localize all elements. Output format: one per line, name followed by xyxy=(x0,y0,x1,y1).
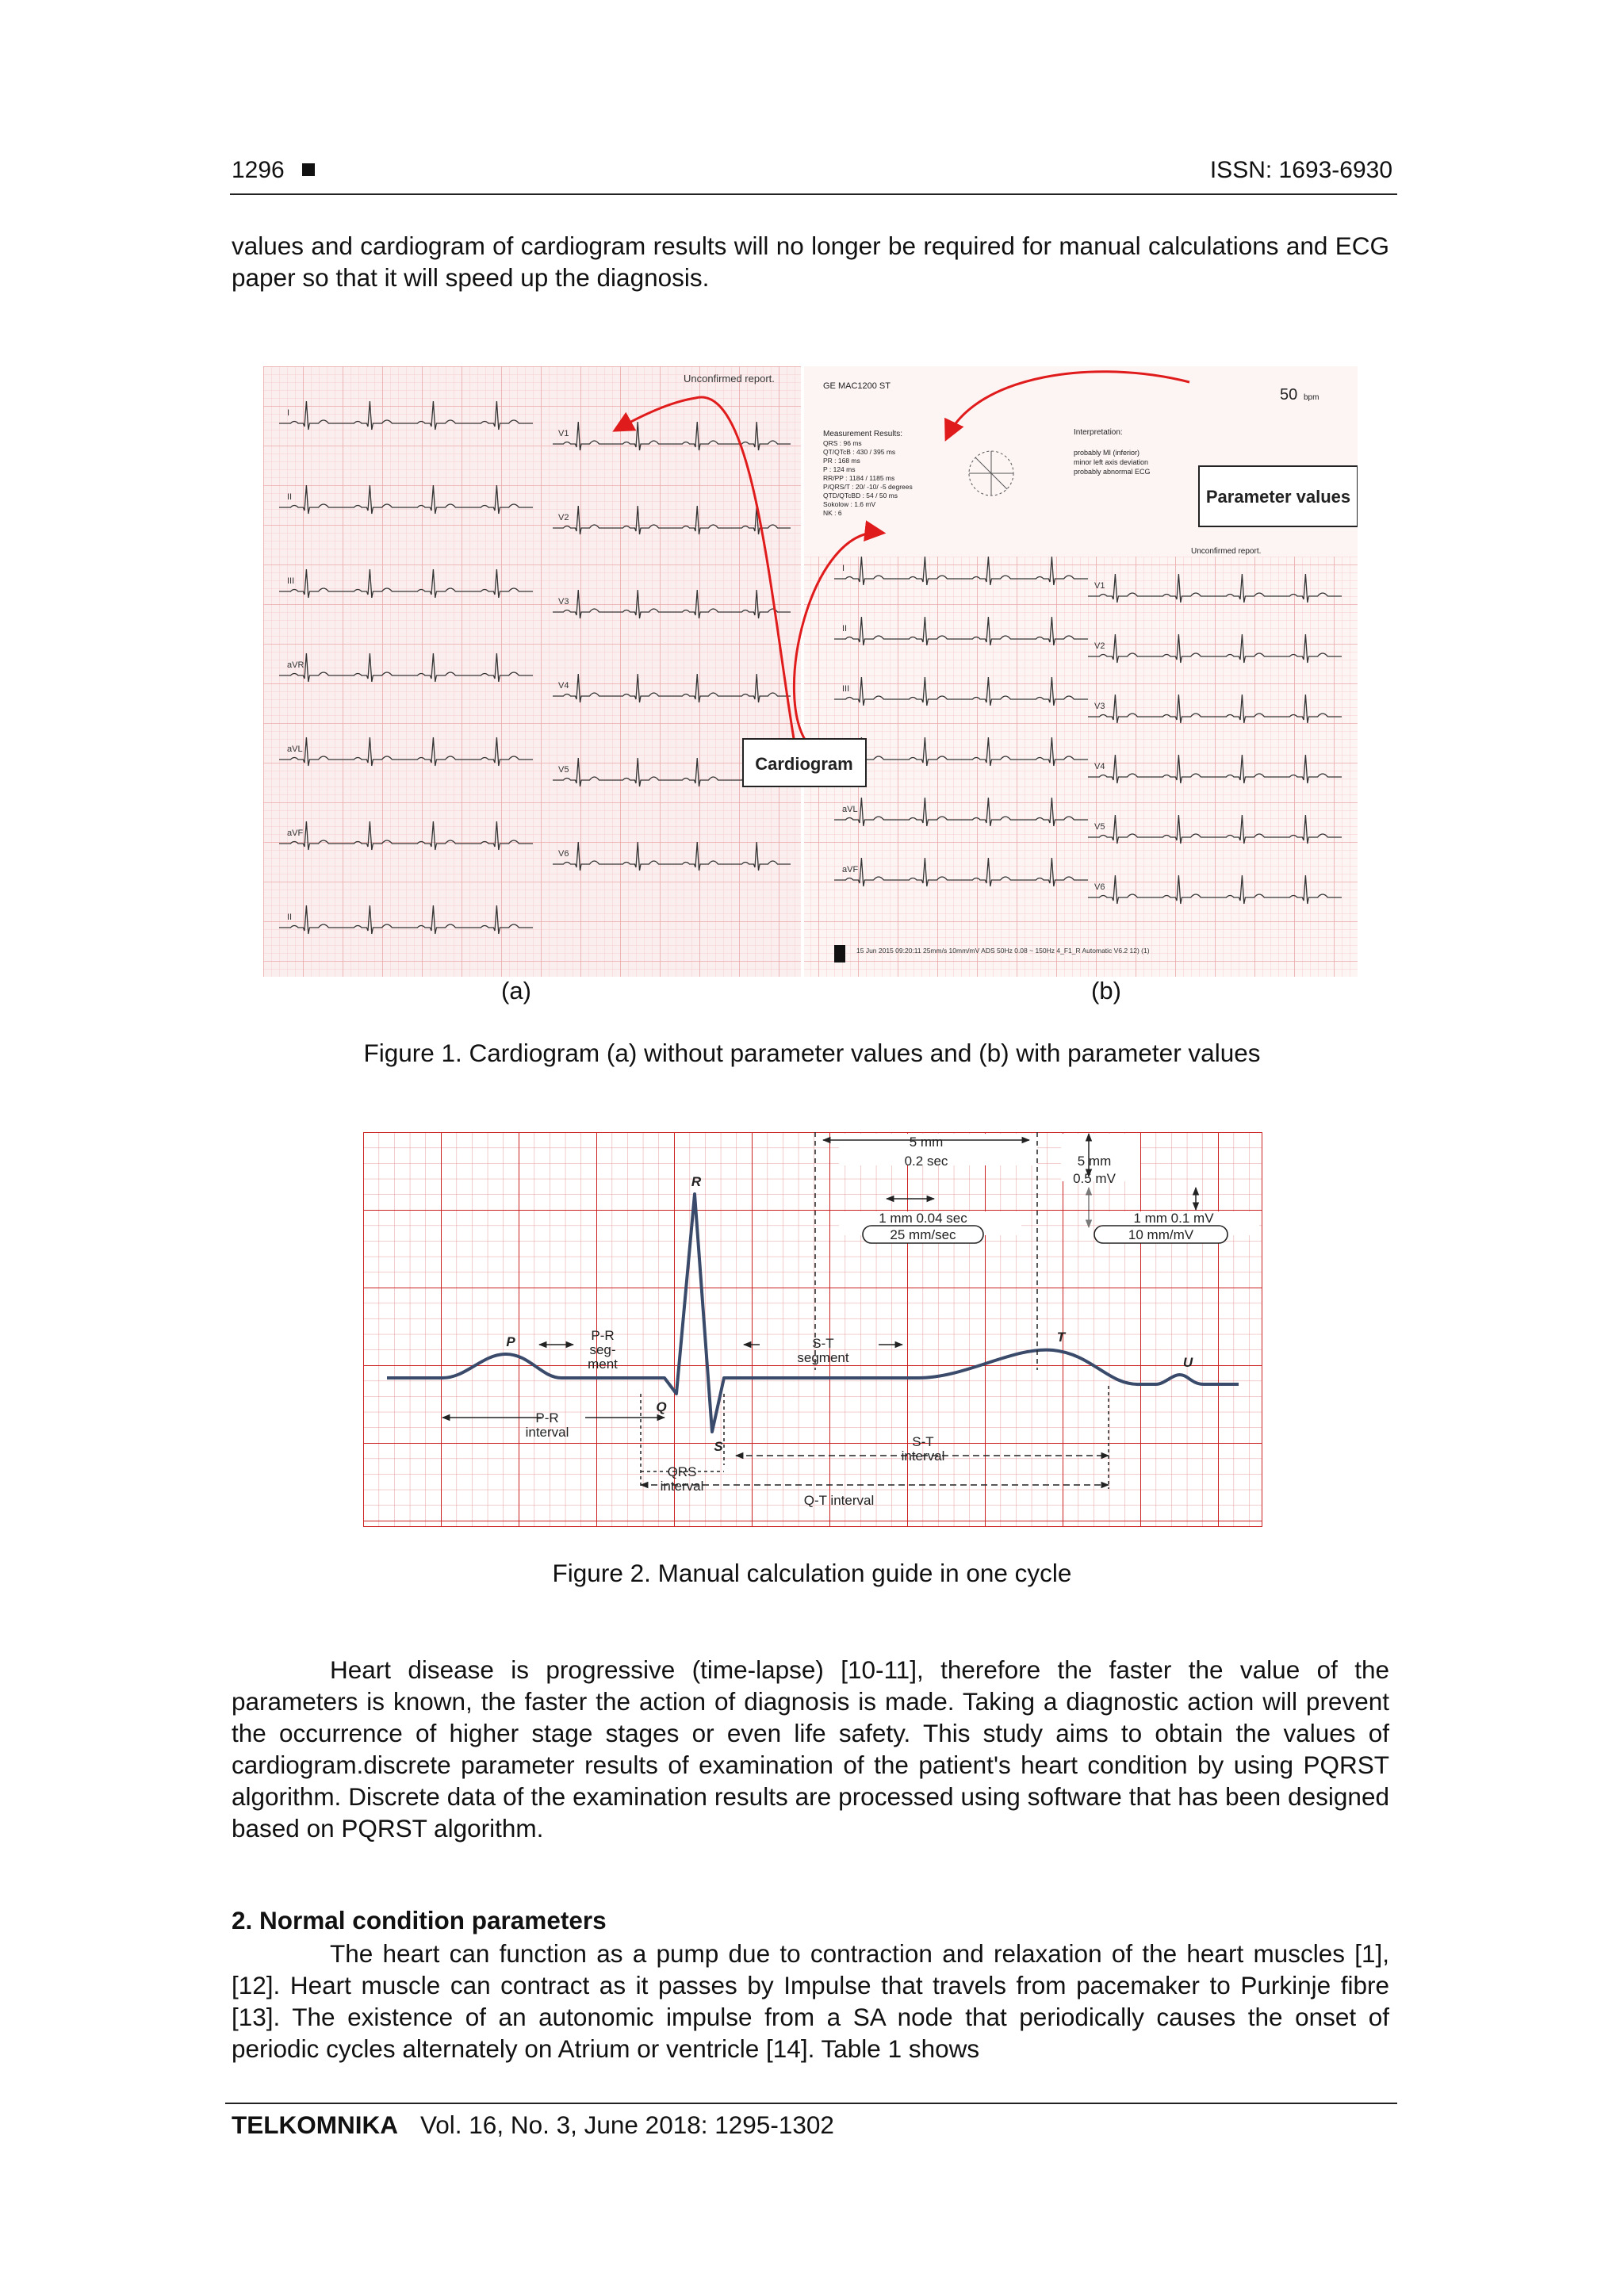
label-st-interval-1: S-T xyxy=(912,1434,934,1449)
interpretation-row: minor left axis deviation xyxy=(1074,458,1149,466)
measurement-row: NK : 6 xyxy=(823,509,842,517)
lead-label: II xyxy=(287,492,293,502)
label-s: S xyxy=(714,1439,723,1454)
measurement-title: Measurement Results: xyxy=(823,430,903,438)
svg-text:Cardiogram: Cardiogram xyxy=(755,754,853,774)
label-st-interval-2: interval xyxy=(901,1448,945,1464)
lead-label: II xyxy=(287,913,293,922)
label-1mm-volt: 1 mm 0.1 mV xyxy=(1133,1211,1214,1226)
lead-label: V4 xyxy=(1094,762,1105,771)
header-rule xyxy=(230,193,1397,195)
body-paragraph: Heart disease is progressive (time-lapse) [10-11], therefore the faster the value of the parameters is known, the faster the action of diagnosis is made. Taking a diagnostic action will prevent the occurrence of higher stage stages or even life safety. This study aims to obtain the values of cardiogram.discrete parameter results of examination of the patient's heart condition by using PQRST algorithm. Discrete data of the examination results are processed using software that has been designed based on PQRST algorithm. xyxy=(232,1655,1389,1843)
page-number: 1296 xyxy=(232,157,315,184)
label-st-segment-2: segment xyxy=(797,1350,849,1365)
cardiogram-panel-a xyxy=(263,366,801,977)
label-5mm-right: 5 mm xyxy=(1077,1154,1112,1169)
label-qt-interval: Q-T interval xyxy=(803,1493,875,1508)
label-qrs-interval-2: interval xyxy=(660,1479,704,1494)
lead-label: aVL xyxy=(842,805,858,814)
subcaption-b: (b) xyxy=(1091,977,1121,1004)
lead-label: V6 xyxy=(1094,882,1105,892)
interpretation-title: Interpretation: xyxy=(1074,428,1123,437)
journal-name: TELKOMNIKA xyxy=(232,2110,398,2139)
unconfirmed-report-b: Unconfirmed report. xyxy=(1191,547,1262,556)
figure-2-caption: Figure 2. Manual calculation guide in one cycle xyxy=(552,1559,1072,1587)
footer-rule xyxy=(225,2103,1397,2104)
lead-label: aVL xyxy=(287,744,303,754)
lead-label: V4 xyxy=(558,681,569,691)
lead-label: V3 xyxy=(1094,702,1105,711)
lead-label: V2 xyxy=(1094,641,1105,651)
label-0-5-mv: 0.5 mV xyxy=(1073,1171,1116,1186)
measurement-row: Sokolow : 1.6 mV xyxy=(823,500,876,508)
measurement-row: PR : 168 ms xyxy=(823,457,860,465)
interpretation-row: probably abnormal ECG xyxy=(1074,468,1151,476)
measurement-row: QTD/QTcBD : 54 / 50 ms xyxy=(823,492,898,499)
measurement-row: QRS : 96 ms xyxy=(823,439,862,447)
lead-label: aVR xyxy=(287,660,304,670)
callout-parameter-values xyxy=(1199,466,1358,526)
cardiogram-panel-b xyxy=(804,366,1358,977)
gain-pill xyxy=(1094,1226,1228,1243)
label-pr-segment-1: P-R xyxy=(591,1328,615,1343)
lead-label: I xyxy=(287,408,290,418)
label-st-segment-1: S-T xyxy=(812,1336,834,1351)
lead-label: II xyxy=(842,624,848,633)
lead-label: III xyxy=(287,576,295,586)
callout-cardiogram xyxy=(743,739,866,786)
lead-label: III xyxy=(842,684,850,694)
label-5mm-top: 5 mm xyxy=(909,1135,944,1150)
figure-2 xyxy=(363,1132,1262,1527)
interpretation-row: probably MI (inferior) xyxy=(1074,449,1140,457)
label-0-2-sec: 0.2 sec xyxy=(904,1154,948,1169)
lead-label: aVF xyxy=(287,828,304,838)
section-2-paragraph: The heart can function as a pump due to contraction and relaxation of the heart muscles [1],[12]. Heart muscle can contract as it passes by Impulse that travels from pacemaker to Purkinje fibre [13]. The existence of an autonomic impulse from a SA node that periodically causes the onset of periodic cycles alternately on Atrium or ventricle [14]. Table 1 shows xyxy=(232,1939,1389,2063)
interpretation-list xyxy=(1074,449,1151,476)
figure-1 xyxy=(263,366,1358,977)
lead-label: aVF xyxy=(842,865,859,874)
label-pr-interval-2: interval xyxy=(525,1425,569,1440)
lead-label: V2 xyxy=(558,513,569,522)
label-1mm-time: 1 mm 0.04 sec xyxy=(879,1211,967,1226)
paper-speed-pill xyxy=(863,1226,983,1243)
lead-label: V1 xyxy=(1094,581,1105,591)
calibration-mark xyxy=(834,945,845,962)
lead-label: V5 xyxy=(1094,822,1105,832)
label-r: R xyxy=(691,1174,702,1189)
lead-label: V1 xyxy=(558,429,569,438)
label-qrs-interval-1: QRS xyxy=(667,1464,697,1479)
svg-text:Parameter values: Parameter values xyxy=(1205,487,1351,507)
lead-label: V6 xyxy=(558,849,569,859)
measurement-row: P : 124 ms xyxy=(823,465,856,473)
footer xyxy=(232,2110,834,2140)
square-bullet-icon xyxy=(302,163,315,176)
device-label: GE MAC1200 ST xyxy=(823,381,891,391)
issn: ISSN: 1693-6930 xyxy=(1209,157,1392,183)
lead-label: I xyxy=(842,564,845,573)
label-p: P xyxy=(506,1334,515,1349)
lead-label: V5 xyxy=(558,765,569,775)
hr-unit: bpm xyxy=(1304,393,1320,402)
intro-paragraph: values and cardiogram of cardiogram results will no longer be required for manual calculations and ECG paper so that it will speed up the diagnosis. xyxy=(232,232,1389,292)
section-2-heading: 2. Normal condition parameters xyxy=(232,1906,607,1934)
label-q: Q xyxy=(656,1399,667,1414)
citation: Vol. 16, No. 3, June 2018: 1295-1302 xyxy=(419,2110,834,2139)
label-u: U xyxy=(1182,1355,1193,1370)
footer-strip: 15 Jun 2015 09:20:11 25mm/s 10mm/mV ADS 50Hz 0.08 ~ 150Hz 4_F1_R Automatic V6.2 12) (1) xyxy=(856,947,1150,955)
measurement-row: P/QRS/T : 20/ -10/ -5 degrees xyxy=(823,483,913,491)
subcaption-a: (a) xyxy=(501,977,531,1004)
measurement-row: RR/PP : 1184 / 1185 ms xyxy=(823,474,895,482)
measurement-row: QT/QTcB : 430 / 395 ms xyxy=(823,448,896,456)
lead-label: V3 xyxy=(558,597,569,607)
hr-value: 50 xyxy=(1280,386,1298,404)
svg-text:10 mm/mV: 10 mm/mV xyxy=(1128,1227,1194,1242)
svg-text:25 mm/sec: 25 mm/sec xyxy=(890,1227,956,1242)
figure-1-caption: Figure 1. Cardiogram (a) without parameter values and (b) with parameter values xyxy=(363,1039,1261,1067)
unconfirmed-report-a: Unconfirmed report. xyxy=(684,373,775,385)
label-pr-segment-3: ment xyxy=(588,1357,618,1372)
label-t: T xyxy=(1056,1330,1066,1345)
label-pr-interval-1: P-R xyxy=(535,1410,559,1425)
label-pr-segment-2: seg- xyxy=(589,1342,616,1357)
